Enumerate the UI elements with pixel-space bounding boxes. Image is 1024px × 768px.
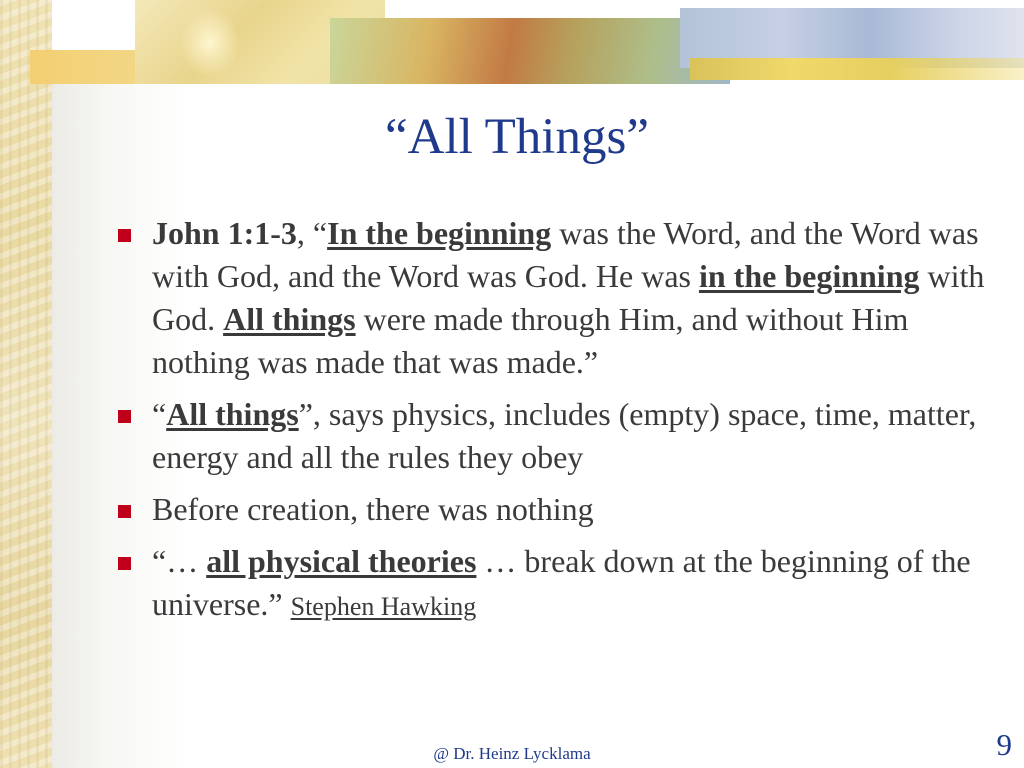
bullet-item [115,488,995,531]
bullet-square-icon [118,505,131,518]
bullet-square-icon [118,557,131,570]
emphasis-text: In the beginning [327,215,552,251]
emphasis-text: all physical theories [206,543,477,579]
page-number: 9 [996,727,1012,762]
bullet-text: was the Word, and the Word was with God, and the Word was God. He was [152,215,979,294]
bullet-text: were made through Him, and without Him nothing was made that was made.” [152,301,909,380]
emphasis-text: in the beginning [698,258,920,294]
decorative-banner [30,0,1024,84]
slide-title: “All Things” [385,109,649,165]
bullet-item [115,393,995,479]
scripture-reference: John 1:1-3 [152,215,297,251]
emphasis-text: All things [166,396,299,432]
slide-footer: @ Dr. Heinz Lycklama [433,744,591,763]
bullet-item [115,540,995,628]
bullet-text: , “ [296,215,328,251]
bullet-text: ”, says physics, includes (empty) space, time, matter, energy and all the rules they obey [152,396,977,475]
bullet-text: … break down at the beginning of the universe.” [152,543,971,622]
bullet-list [115,212,995,637]
bullet-text: “ [152,396,167,432]
bullet-item [115,212,995,384]
bullet-square-icon [118,410,131,423]
bullet-text: “… [152,543,207,579]
bullet-text: with God. [152,258,985,337]
emphasis-text: All things [223,301,356,337]
bullet-text: Before creation, there was nothing [152,491,594,527]
bullet-square-icon [118,229,131,242]
quote-attribution: Stephen Hawking [290,592,477,621]
